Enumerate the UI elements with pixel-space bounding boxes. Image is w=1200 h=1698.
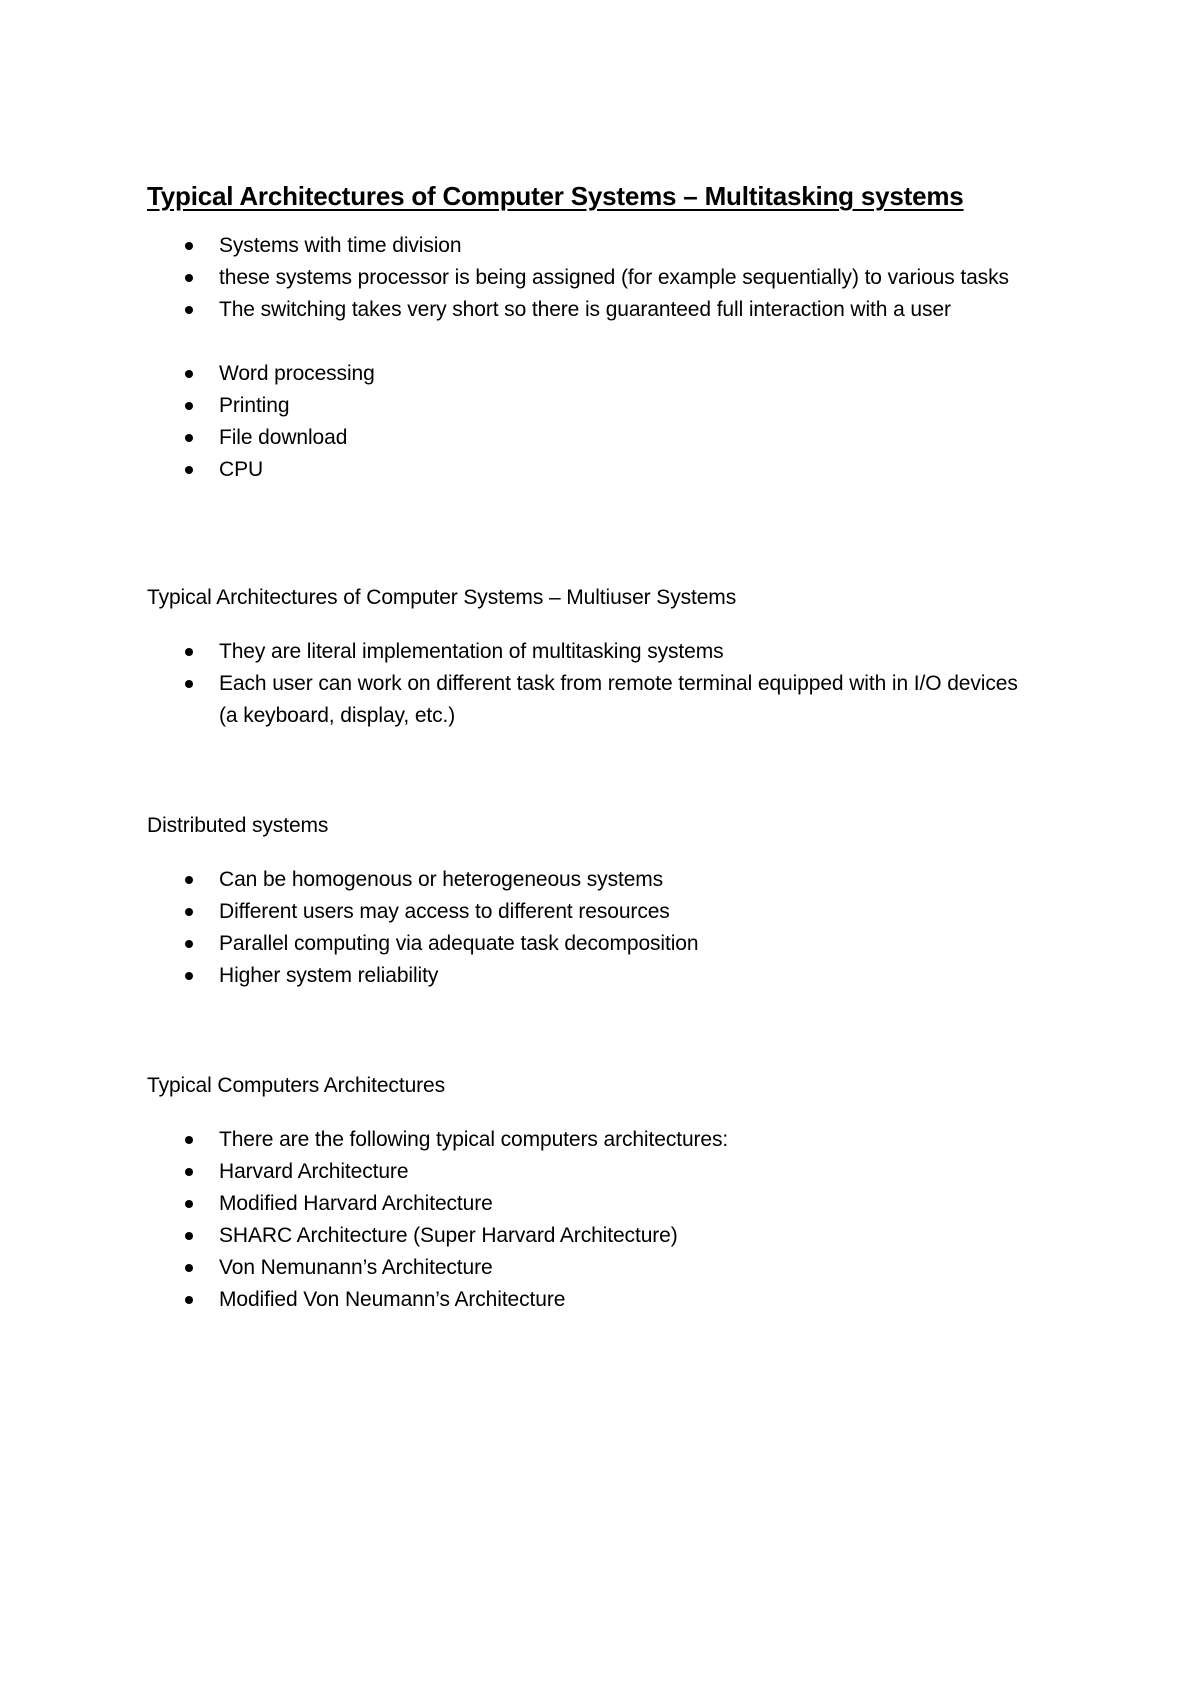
list-item: CPU xyxy=(219,454,1047,486)
list-item: Harvard Architecture xyxy=(219,1156,1047,1188)
multiuser-bullet-list xyxy=(147,636,1047,732)
list-item: Higher system reliability xyxy=(219,960,1047,992)
list-item: Different users may access to different resources xyxy=(219,896,1047,928)
architectures-heading: Typical Computers Architectures xyxy=(147,1074,446,1097)
list-item: They are literal implementation of multitasking systems xyxy=(219,636,1047,668)
list-item: The switching takes very short so there is guaranteed full interaction with a user xyxy=(219,294,1009,326)
distributed-heading: Distributed systems xyxy=(147,814,329,837)
list-item: SHARC Architecture (Super Harvard Architecture) xyxy=(219,1220,1047,1252)
list-item: Word processing xyxy=(219,358,1047,390)
list-item: Parallel computing via adequate task decomposition xyxy=(219,928,1047,960)
list-item: Can be homogenous or heterogeneous systems xyxy=(219,864,1047,896)
list-item: Each user can work on different task from remote terminal equipped with in I/O devices (a keyboard, display, etc.) xyxy=(219,668,1039,732)
document-title: Typical Architectures of Computer Systems – Multitasking systems xyxy=(147,181,964,211)
multitasking-bullet-list xyxy=(147,230,1047,326)
architectures-bullet-list xyxy=(147,1124,1047,1316)
distributed-bullet-list xyxy=(147,864,1047,992)
multitasking-examples-list xyxy=(147,358,1047,486)
list-item: Von Nemunann’s Architecture xyxy=(219,1252,1047,1284)
list-item: Printing xyxy=(219,390,1047,422)
list-item: Modified Harvard Architecture xyxy=(219,1188,1047,1220)
list-item: File download xyxy=(219,422,1047,454)
list-item: these systems processor is being assigned (for example sequentially) to various tasks xyxy=(219,262,1009,294)
list-item: There are the following typical computers architectures: xyxy=(219,1124,1047,1156)
multiuser-heading: Typical Architectures of Computer Systems – Multiuser Systems xyxy=(147,586,737,609)
list-item: Modified Von Neumann’s Architecture xyxy=(219,1284,1047,1316)
list-item: Systems with time division xyxy=(219,230,1047,262)
document-page xyxy=(147,178,1047,1316)
